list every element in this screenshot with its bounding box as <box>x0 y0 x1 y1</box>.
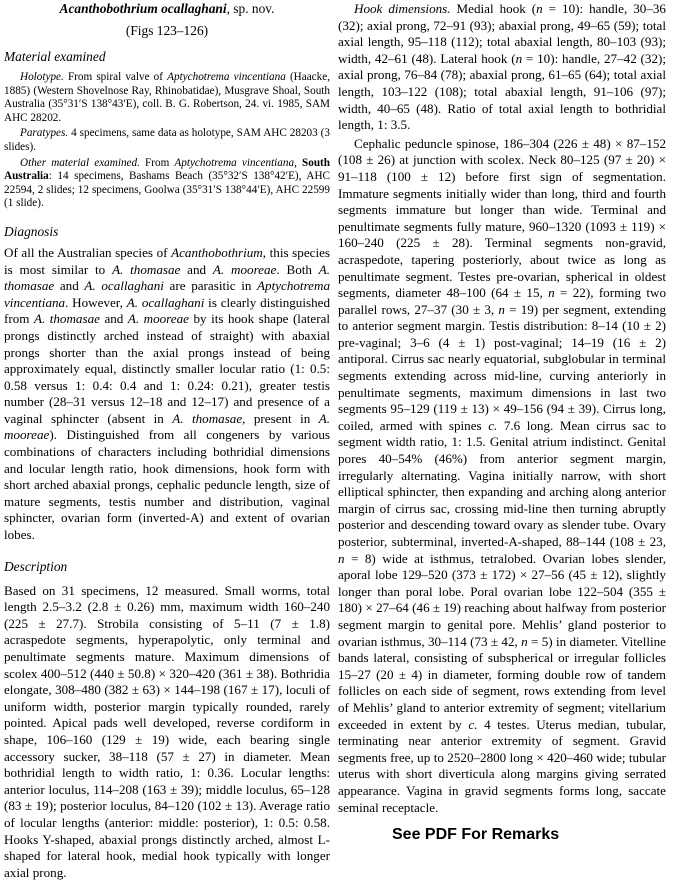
article-title: Acanthobothrium ocallaghani, sp. nov. <box>59 1 275 16</box>
holotype-paragraph: Holotype. From spiral valve of Aptychotrema vincentiana (Haacke, 1885) (Western Shovelnose Ray, Rhinobatidae), Musgrave Shoal, South Australia (35°31′S 138°43′E), coll. B. G. Robertson, 24. vi. 1985, SAM AHC 28202. <box>4 71 331 124</box>
description-paragraph: Based on 31 specimens, 12 measured. Small worms, total length 2.5–3.2 (2.8 ± 0.26) mm, maximum width 160–240 (225 ± 27.7). Strobila consisting of 5–11 (7 ± 1.8) acraspedote segments, hyperapolytic, only terminal and penultimate segments mature. Maximum dimensions of scolex 400–512 (440 ± 50.8) × 320–420 (361 ± 38). Bothridia elongate, 308–480 (382 ± 63) × 144–198 (167 ± 17), loculi of uniform width, posterior margin typically rounded, rarely pointed. Apical pads well developed, reverse cordiform in shape, 106–160 (129 ± 19) wide, each bearing single accessory sucker, 38–118 (57 ± 27) in diameter. Mean bothridial length to width ratio, 1: 0.36. Locular lengths: anterior loculus, 114–208 (163 ± 39); middle loculus, 65–128 (83 ± 19); posterior loculus, 84–120 (102 ± 13). Average ratio of locular lengths (anterior: middle: posterior), 1: 0.5: 0.58. Hooks Y-shaped, abaxial prongs distinctly arched, almost L-shaped for lateral hook, medial hook typically with longer axial prong. <box>4 582 330 880</box>
figure-reference: (Figs 123–126) <box>125 23 209 38</box>
left-column <box>4 0 330 881</box>
see-pdf-remarks: See PDF For Remarks <box>392 826 560 843</box>
diagnosis-paragraph: Of all the Australian species of Acanthobothrium, this species is most similar to A. thomasae and A. mooreae. Both A. thomasae and A. ocallaghani are parasitic in Aptychotrema vincentiana. However, A. ocallaghani is clearly distinguished from A. thomasae and A. mooreae by its hook shape (lateral prongs distinctly arched instead of straight) with abaxial prongs shorter than the axial prongs instead of being approximately equal, distinctly smaller locular ratio (1: 0.5: 0.58 versus 1: 0.4: 0.4 and 1: 0.24: 0.21), greater testis number (28–31 versus 12–18 and 12–17) and presence of a vaginal sphincter (absent in A. thomasae, present in A. mooreae). Distinguished from all congeners by various combinations of characters including bothridial dimensions and locular length ratio, hook dimensions, hook form with short arched abaxial prongs, cephalic peduncle length, size of mature segments, testis number and distribution, vaginal sphincter, ovarian form (inverted-A) and extent of ovarian lobes. <box>4 244 331 543</box>
paratypes-paragraph: Paratypes. 4 specimens, same data as holotype, SAM AHC 28203 (3 slides). <box>4 127 330 153</box>
material-heading: Material examined <box>4 49 106 64</box>
right-column <box>338 0 666 816</box>
diagnosis-heading: Diagnosis <box>4 223 59 239</box>
cephalic-peduncle-paragraph: Cephalic peduncle spinose, 186–304 (226 ± 48) × 87–152 (108 ± 26) at junction with scolex. Neck 80–125 (97 ± 20) × 91–118 (100 ± 12) before first sign of segmentation. Immature segments initially wider than long, third and fourth segments immature but longer than wide. Terminal and penultimate segments fully mature, 960–1320 (1093 ± 119) × 160–240 (225 ± 28). Terminal segments non-gravid, acraspedote, tapering posteriorly, about twice as long as penultimate segment. Testes pre-ovarian, spherical in oldest segments, diameter 48–100 (64 ± 15, n = 22), forming two parallel rows, 27–37 (30 ± 3, n = 19) per segment, extending to anterior segment margin. Testis distribution: 8–14 (10 ± 2) pre-vaginal; 3–6 (4 ± 1) post-vaginal; 14–19 (16 ± 2) antiporal. Cirrus sac nearly equatorial, subglobular in terminal segments extending across mid-line, curving anteriorly in penultimate segments, maximum dimensions in last two segments 95–129 (119 ± 13) × 49–156 (94 ± 39). Cirrus long, coiled, armed with spines c. 7.6 long. Mean cirrus sac to segment width ratio, 1: 1.5. Genital atrium indistinct. Genital pores 40–54% (46%) from anterior segment margin, irregularly alternating. Vagina initially narrow, with short elliptical sphincter, then expanding and arching along anterior margin of cirrus sac, crossing mid-line then turning abruptly posterior and descending toward ovary as slender tube. Ovary posterior, subterminal, inverted-A-shaped, 88–144 (108 ± 23, n = 8) wide at isthmus, tetralobed. Ovarian lobes slender, aporal lobe 129–520 (373 ± 172) × 27–56 (45 ± 12), slightly longer than poral lobe. Poral ovarian lobe 122–504 (355 ± 180) × 27–64 (46 ± 19) reaching about halfway from posterior segment margin to genital pore. Mehlis’ gland posterior to ovarian isthmus, 30–114 (73 ± 42, n = 5) in diameter. Vitelline bands lateral, consisting of subspherical or irregular follicles 15–27 (20 ± 4) in diameter, forming double row of tandem follicles on each side of segment, rows extending from level of Mehlis’ gland to anterior extremity of segment; vitellarium exceeded in extent by c. 4 testes. Uterus median, tubular, terminating near anterior extremity of segment. Gravid segments free, up to 2520–2800 long × 420–460 wide; tubular uterus with short diverticula along margins giving serrated appearance. Vagina in gravid segments forms long, saccate seminal receptacle. <box>338 135 667 815</box>
hook-dimensions-paragraph: Hook dimensions. Medial hook (n = 10): handle, 30–36 (32); axial prong, 72–91 (93); abaxial prong, 49–65 (59); total axial length, 95–118 (112); total abaxial length, 80–103 (93); width, 42–61 (48). Lateral hook (n = 10): handle, 27–42 (32); axial prong, 76–84 (78); abaxial prong, 61–65 (64); total axial length, 103–122 (108); total abaxial length, 91–106 (97); width, 40–65 (48). Ratio of total axial length to bothridial length, 1: 3.5. <box>338 1 666 133</box>
other-material-paragraph: Other material examined. From Aptychotrema vincentiana, South Australia: 14 specimens, Bashams Beach (35°32′S 138°42′E), AHC 22594, 2 slides; 12 specimens, Goolwa (35°31′S 138°44′E), AHC 22599 (1 slide). <box>4 156 330 210</box>
description-heading: Description <box>4 558 68 574</box>
